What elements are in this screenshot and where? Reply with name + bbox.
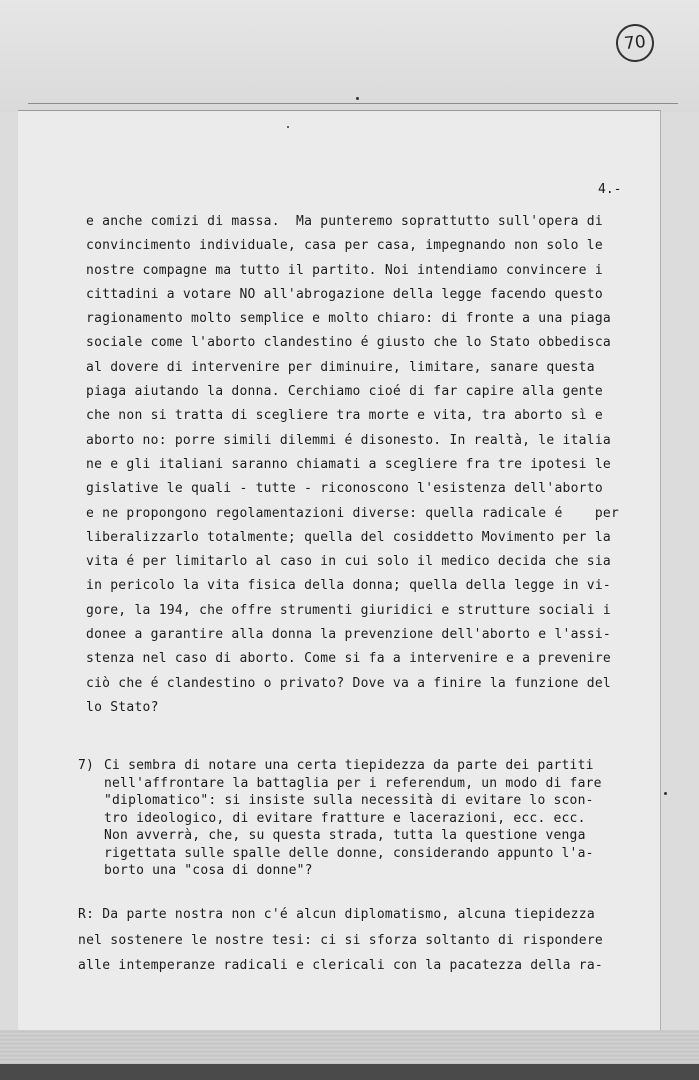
text-line: nell'affrontare la battaglia per i referendum, un modo di fare [104,775,602,791]
scan-bottom-edge [0,1064,699,1080]
text-line: e ne propongono regolamentazioni diverse: quella radicale é per [86,505,620,521]
text-line: ne e gli italiani saranno chiamati a scegliere fra tre ipotesi le [86,456,611,472]
scan-speck [356,97,359,100]
text-line: ragionamento molto semplice e molto chiaro: di fronte a una piaga [86,311,611,327]
text-line: Ci sembra di notare una certa tiepidezza da parte dei partiti [104,758,594,773]
text-line: gore, la 194, che offre strumenti giuridici e strutture sociali i [86,602,611,618]
text-line: cittadini a votare NO all'abrogazione della legge facendo questo [86,286,603,302]
text-line: ciò che é clandestino o privato? Dove va a finire la funzione del [86,675,611,691]
text-line: gislative le quali - tutte - riconoscono l'esistenza dell'aborto [86,481,603,497]
question-text [104,757,602,880]
scan-speck [664,792,667,795]
text-line: nostre compagne ma tutto il partito. Noi intendiamo convincere i [86,262,603,278]
text-line: in pericolo la vita fisica della donna; quella della legge in vi- [86,578,611,594]
text-line: rigettata sulle spalle delle donne, considerando appunto l'a- [104,845,594,861]
scan-top-margin [0,0,699,112]
text-line: stenza nel caso di aborto. Come si fa a intervenire e a prevenire [86,651,611,667]
text-line: piaga aiutando la donna. Cerchiamo cioé di far capire alla gente [86,384,603,400]
text-line: convincimento individuale, casa per casa, impegnando non solo le [86,238,603,254]
text-line: vita é per limitarlo al caso in cui solo il medico decida che sia [86,554,611,570]
text-line: e anche comizi di massa. Ma punteremo soprattutto sull'opera di [86,214,603,229]
text-line: aborto no: porre simili dilemmi é disonesto. In realtà, le italia [86,432,611,448]
page-number: 4.- [598,182,622,197]
text-line: "diplomatico": si insiste sulla necessità di evitare lo scon- [104,793,594,808]
text-line: che non si tratta di scegliere tra morte e vita, tra aborto sì e [86,408,603,424]
text-line: tro ideologico, di evitare fratture e lacerazioni, ecc. ecc. [104,810,586,826]
interview-answer [78,902,638,979]
text-line: donee a garantire alla donna la prevenzione dell'aborto e l'assi- [86,627,611,643]
text-line: alle intemperanze radicali e clericali con la pacatezza della ra- [78,958,603,973]
text-line: lo Stato? [86,699,159,715]
text-line: liberalizzarlo totalmente; quella del cosiddetto Movimento per la [86,529,611,545]
question-number: 7) [78,758,95,773]
text-line: Non avverrà, che, su questa strada, tutta la questione venga [104,828,586,843]
text-line: R: Da parte nostra non c'é alcun diplomatismo, alcuna tiepidezza [78,907,595,922]
text-line: borto una "cosa di donne"? [104,863,313,878]
archive-page-mark: 70 [614,22,656,64]
scan-speck [287,126,289,128]
text-line: sociale come l'aborto clandestino é giusto che lo Stato obbedisca [86,335,611,351]
text-line: al dovere di intervenire per diminuire, limitare, sanare questa [86,359,595,375]
scan-edge-line [28,103,678,104]
answer-paragraph-continued [86,210,626,720]
text-line: nel sostenere le nostre tesi: ci si sforza soltanto di rispondere [78,932,603,948]
